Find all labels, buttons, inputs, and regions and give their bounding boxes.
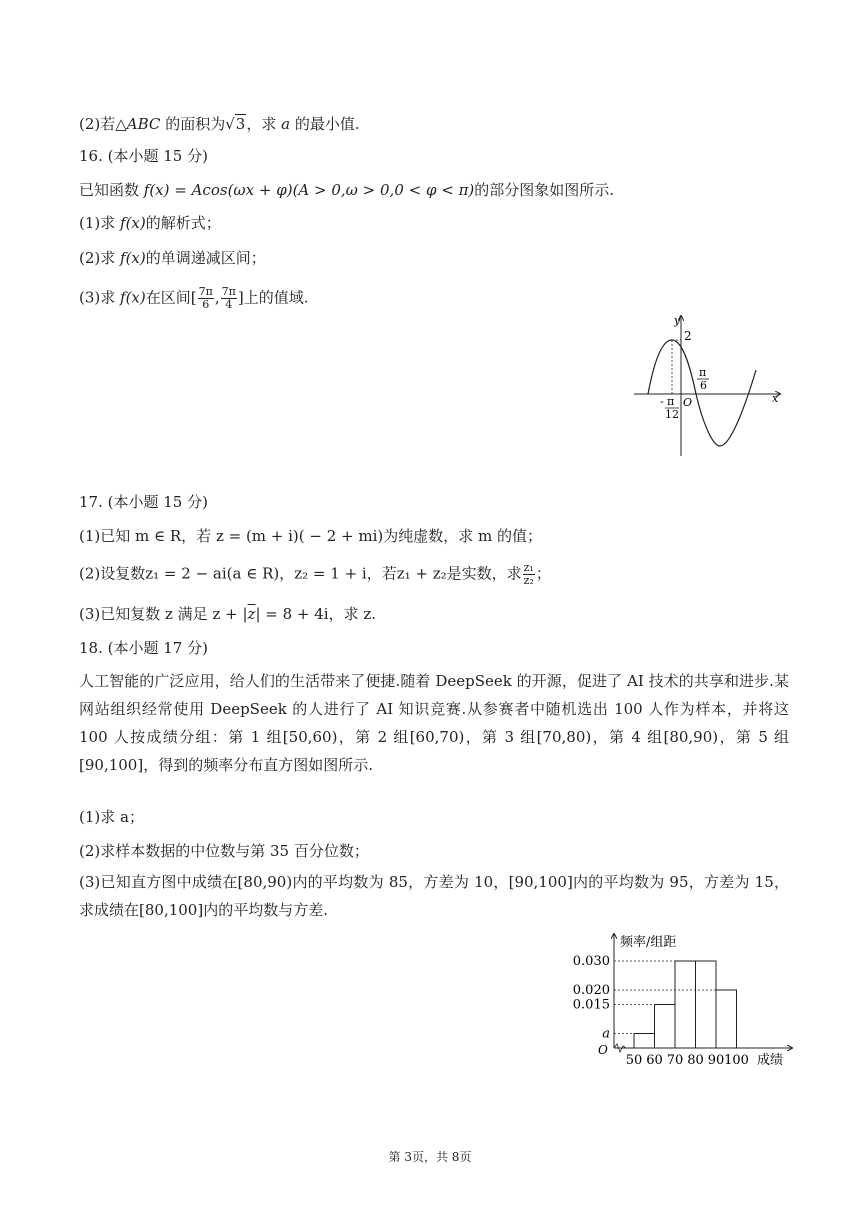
hist-bar-5 — [716, 990, 737, 1048]
hist-xtick-90: 90 — [707, 1053, 725, 1068]
q18-header: 18. (本小题 17 分) — [79, 639, 208, 657]
pos-num: π — [699, 366, 707, 379]
neg-sign: - — [660, 395, 664, 408]
hist-xtick-80: 80 — [687, 1053, 704, 1068]
q15-part2: (2)若△ABC 的面积为√3，求 a 的最小值. — [79, 115, 360, 133]
q17-header: 17. (本小题 15 分) — [79, 493, 208, 511]
hist-ytick-0.020: 0.020 — [572, 983, 610, 998]
origin-label: O — [683, 396, 693, 409]
cosine-graph — [630, 310, 785, 460]
q18-part2: (2)求样本数据的中位数与第 35 百分位数； — [79, 842, 369, 860]
hist-xtick-60: 60 — [646, 1053, 663, 1068]
hist-xtick-50: 50 — [625, 1053, 643, 1068]
fraction-z1-z2: $\frac{\text{z₁}}{\text{z₂}}$ — [523, 561, 534, 587]
page-footer: 第 3页，共 8页 — [388, 1150, 472, 1164]
hist-xtick-70: 70 — [666, 1053, 684, 1068]
hist-ytick-0.015: 0.015 — [572, 997, 610, 1013]
x-label: x — [772, 392, 779, 405]
q16-part2: (2)求 f(x)的单调递减区间； — [79, 249, 266, 267]
pos-den: 6 — [700, 379, 707, 392]
fraction-7pi-6: $\frac{7\pi}{6}$ — [198, 285, 213, 311]
q17-part2: (2)设复数z₁ = 2 − ai(a ∈ R)，z₂ = 1 + i，若z₁ + z₂是实数，求 $\frac{\text{z₁}}{\text{z₂}}$ ； — [79, 561, 551, 587]
q18-part3: (3)已知直方图中成绩在[80,90)内的平均数为 85，方差为 10，[90,100]内的平均数为 95，方差为 15，求成绩在[80,100]内的平均数与方差. — [79, 873, 789, 919]
q18-stem: 人工智能的广泛应用，给人们的生活带来了便捷.随着 DeepSeek 的开源，促进了 AI 技术的共享和进步.某网站组织经常使用 DeepSeek 的人进行了 AI 知识竞赛.从参赛者中随机选出 100 人作为样本，并将这 100 人按成绩分组：第 1 组[50,60)，第 2 组[60,70)，第 3 组[70,80)，第 4 组[80,90)，第 5 组[90,100]，得到的频率分布直方图如图所示. — [79, 672, 789, 774]
hist-xlabel: 成绩 — [757, 1053, 784, 1068]
hist-xtick-100: 100 — [724, 1053, 749, 1068]
neg-den: 12 — [665, 408, 679, 421]
frequency-histogram — [560, 928, 800, 1073]
q16-header: 16. (本小题 15 分) — [79, 147, 208, 165]
hist-bar-1 — [634, 1034, 655, 1049]
hist-bar-4 — [696, 961, 717, 1048]
q17-part1: (1)已知 m ∈ R，若 z = (m + i)( − 2 + mi)为纯虚数，求 m 的值； — [79, 527, 543, 545]
q16-stem: 已知函数 f(x) = Acos(ωx + φ)(A > 0,ω > 0,0 < φ < π)的部分图象如图所示. — [79, 181, 615, 199]
hist-origin: O — [598, 1043, 608, 1057]
hist-ytick-a: a — [602, 1026, 610, 1042]
y-label: y — [674, 314, 681, 327]
hist-bar-2 — [655, 1005, 676, 1049]
q16-part1: (1)求 f(x)的解析式； — [79, 214, 221, 232]
fraction-7pi-4: $\frac{7\pi}{4}$ — [221, 285, 236, 311]
cosine-curve — [648, 340, 756, 446]
max-label: 2 — [684, 329, 692, 343]
q17-part3: (3)已知复数 z 满足 $z + |\overline{z}| = 8 + 4i$，求 z. — [79, 605, 377, 623]
hist-bar-3 — [675, 961, 696, 1048]
q18-part1: (1)求 a； — [79, 808, 144, 826]
neg-num: π — [667, 395, 675, 408]
hist-ylabel: 频率/组距 — [620, 935, 677, 950]
hist-ytick-0.030: 0.030 — [572, 954, 610, 969]
q16-part3: (3)求 f(x)在区间[ $\frac{7\pi}{6}$ , $\frac{7\pi}{4}$ ]上的值域. — [79, 285, 309, 311]
